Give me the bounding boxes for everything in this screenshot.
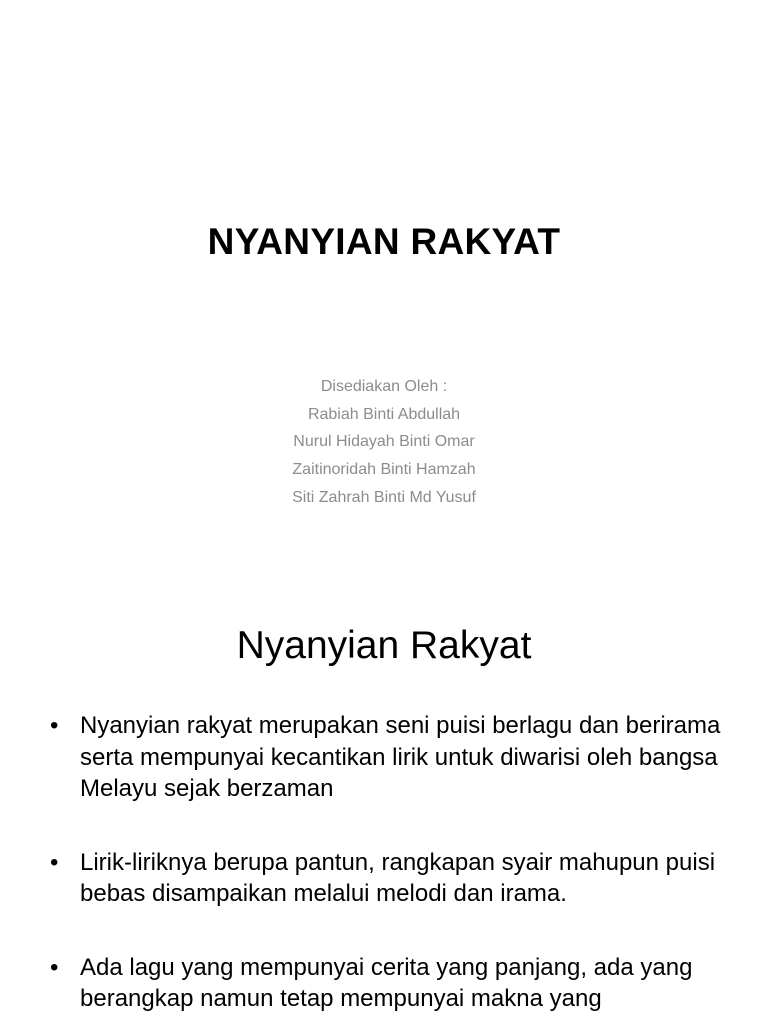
presenters-heading: Disediakan Oleh : <box>320 378 448 395</box>
bullet-icon: • <box>50 848 59 876</box>
presenter-name: Rabiah Binti Abdullah <box>307 405 461 423</box>
presenter-name: Nurul Hidayah Binti Omar <box>293 433 475 451</box>
presenter-name: Siti Zahrah Binti Md Yusuf <box>292 488 476 506</box>
presenters-list <box>0 373 768 512</box>
slide-main-title: NYANYIAN RAKYAT <box>207 221 561 262</box>
slide-heading: Nyanyian Rakyat <box>236 624 532 667</box>
presenter-name: Zaitinoridah Binti Hamzah <box>292 461 476 479</box>
bullet-text: Lirik-liriknya berupa pantun, rangkapan syair mahupun puisi bebas disampaikan melalui melodi dan irama. <box>80 848 716 907</box>
bullet-text: Nyanyian rakyat merupakan seni puisi berlagu dan berirama serta mempunyai kecantikan lirik untuk diwarisi oleh bangsa Melayu sejak berzaman <box>80 712 721 802</box>
bullet-list <box>50 710 740 1024</box>
bullet-item <box>50 952 740 1015</box>
bullet-icon: • <box>50 953 59 981</box>
bullet-icon: • <box>50 712 59 739</box>
bullet-text: Ada lagu yang mempunyai cerita yang panjang, ada yang berangkap namun tetap mempunyai makna yang <box>80 953 693 1012</box>
bullet-item <box>50 847 740 910</box>
bullet-item <box>50 710 740 805</box>
slide-content <box>0 576 768 1024</box>
